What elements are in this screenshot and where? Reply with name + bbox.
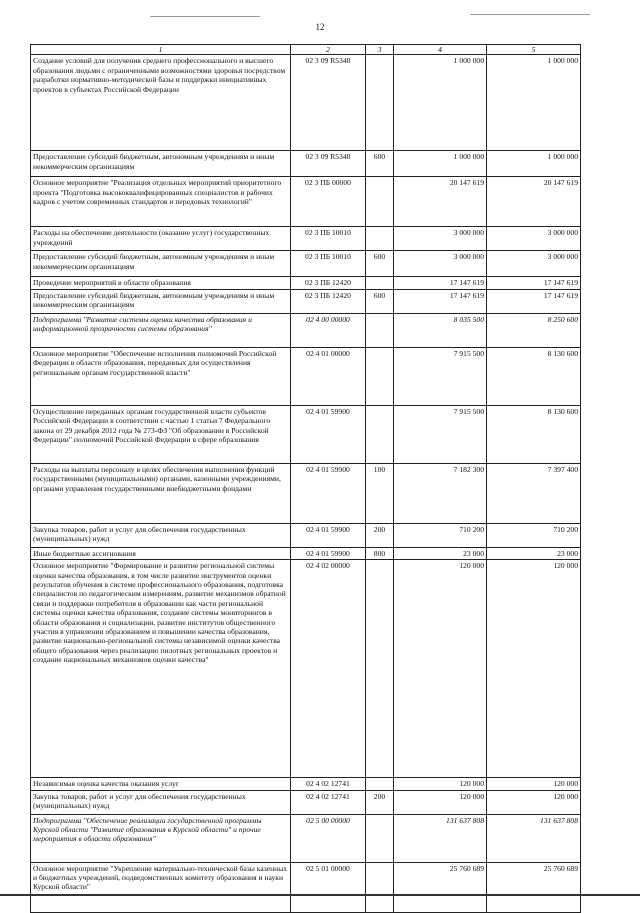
table-row	[31, 560, 581, 778]
row-amount-1: 120 000	[394, 778, 487, 790]
table-row	[31, 177, 581, 227]
row-amount-2: 131 637 808	[487, 814, 581, 862]
row-name: Подпрограмма "Развитие системы оценки качества образования и информационной прозрачности системы образования"	[31, 313, 291, 347]
row-amount-2: 25 760 689	[487, 862, 581, 912]
row-code: 02 5 01 00000	[291, 862, 366, 912]
row-amount-1: 7 915 500	[394, 405, 487, 463]
row-code: 02 3 ПБ 10010	[291, 227, 366, 251]
row-expense-type: 600	[366, 289, 394, 313]
row-amount-2: 7 397 400	[487, 463, 581, 523]
row-amount-1: 7 182 300	[394, 463, 487, 523]
row-amount-2: 8 130 600	[487, 347, 581, 405]
table-row	[31, 814, 581, 862]
row-name: Иные бюджетные ассигнования	[31, 547, 291, 559]
table-row	[31, 463, 581, 523]
row-amount-1: 7 915 500	[394, 347, 487, 405]
row-code: 02 4 02 12741	[291, 778, 366, 790]
table-row	[31, 347, 581, 405]
row-amount-2: 1 000 000	[487, 151, 581, 177]
row-amount-1: 3 000 000	[394, 227, 487, 251]
row-name: Расходы на выплаты персоналу в целях обеспечения выполнения функций государственными (муниципальными) органами, казенными учреждениями, органами управления государственными внебюджетными фондами	[31, 463, 291, 523]
row-expense-type	[366, 177, 394, 227]
row-code: 02 4 01 59900	[291, 547, 366, 559]
row-amount-1: 3 000 000	[394, 251, 487, 277]
budget-table	[30, 44, 581, 913]
row-name: Предоставление субсидий бюджетным, автономным учреждениям и иным некоммерческим организациям	[31, 289, 291, 313]
table-row	[31, 277, 581, 289]
table-row	[31, 547, 581, 559]
row-amount-2: 120 000	[487, 560, 581, 778]
row-amount-2: 17 147 619	[487, 289, 581, 313]
row-amount-1: 25 760 689	[394, 862, 487, 912]
row-expense-type	[366, 277, 394, 289]
row-amount-1: 1 000 000	[394, 151, 487, 177]
table-body	[31, 55, 581, 912]
row-code: 02 4 01 00000	[291, 347, 366, 405]
row-name: Закупка товаров, работ и услуг для обеспечения государственных (муниципальных) нужд	[31, 790, 291, 814]
row-amount-2: 23 000	[487, 547, 581, 559]
row-name: Создание условий для получения среднего профессионального и высшего образования людьми с ограниченными возможностями здоровья посредством разработки нормативно-методической базы и поддержки инициативных проектов в субъектах Российской Федерации	[31, 55, 291, 151]
row-amount-1: 120 000	[394, 790, 487, 814]
row-amount-1: 17 147 619	[394, 277, 487, 289]
table-row	[31, 151, 581, 177]
table-row	[31, 790, 581, 814]
table-row	[31, 313, 581, 347]
row-expense-type	[366, 778, 394, 790]
row-code: 02 4 01 59900	[291, 523, 366, 547]
table-row	[31, 405, 581, 463]
row-amount-2: 710 200	[487, 523, 581, 547]
row-name: Закупка товаров, работ и услуг для обеспечения государственных (муниципальных) нужд	[31, 523, 291, 547]
row-code: 02 4 02 12741	[291, 790, 366, 814]
row-name: Основное мероприятие "Обеспечение исполнения полномочий Российской Федерации в области образования, переданных для осуществления региональным органам государственной власти"	[31, 347, 291, 405]
page-number: 12	[315, 22, 325, 32]
scan-artifact-line	[150, 16, 260, 17]
row-code: 02 4 01 59900	[291, 463, 366, 523]
row-expense-type	[366, 347, 394, 405]
table-row	[31, 289, 581, 313]
column-header-amount-2: 5	[487, 45, 581, 55]
row-name: Подпрограмма "Обеспечение реализации государственной программы Курской области "Развитие образования в Курской области" и прочие мероприятия в области образования"	[31, 814, 291, 862]
row-expense-type	[366, 814, 394, 862]
row-code: 02 5 00 00000	[291, 814, 366, 862]
row-code: 02 3 ПБ 12420	[291, 289, 366, 313]
row-code: 02 3 09 R5340	[291, 151, 366, 177]
row-code: 02 4 01 59900	[291, 405, 366, 463]
row-expense-type: 600	[366, 151, 394, 177]
row-code: 02 4 00 00000	[291, 313, 366, 347]
header-row	[31, 45, 581, 55]
row-amount-2: 20 147 619	[487, 177, 581, 227]
bottom-scan-edge	[0, 894, 640, 896]
row-expense-type	[366, 55, 394, 151]
row-amount-2: 3 000 000	[487, 227, 581, 251]
row-expense-type: 200	[366, 523, 394, 547]
row-amount-1: 20 147 619	[394, 177, 487, 227]
row-name: Осуществление переданных органам государственной власти субъектов Российской Федерации в соответствии с частью 1 статьи 7 Федерального закона от 29 декабря 2012 года № 273-ФЗ "Об образовании в Российской Федерации" полномочий Российской Федерации в сфере образования	[31, 405, 291, 463]
row-amount-2: 120 000	[487, 778, 581, 790]
row-expense-type	[366, 313, 394, 347]
row-amount-1: 710 200	[394, 523, 487, 547]
row-amount-1: 131 637 808	[394, 814, 487, 862]
row-name: Расходы на обеспечение деятельности (оказание услуг) государственных учреждений	[31, 227, 291, 251]
row-name: Основное мероприятие "Формирование и развитие региональной системы оценки качества образования, в том числе развитие инструментов оценки результатов обучения в системе профессионального образования, подготовка специалистов по педагогическим измерениям, развитие механизмов обратной связи и поддержки потребителя в образовании как части региональной системы оценки качества образования, создание системы мониторингов в области образования и социализации, развитие институтов общественного участия в управлении образованием и повышении качества образования, развитие национально-региональной системы независимой оценки качества общего образования через реализацию пилотных региональных проектов и создание национальных механизмов оценки качества"	[31, 560, 291, 778]
column-header-name: 1	[31, 45, 291, 55]
table-row	[31, 523, 581, 547]
scan-artifact-line	[470, 14, 590, 15]
table-row	[31, 251, 581, 277]
row-code: 02 3 ПБ 10010	[291, 251, 366, 277]
row-amount-1: 120 000	[394, 560, 487, 778]
row-amount-2: 1 000 000	[487, 55, 581, 151]
row-amount-2: 8 250 600	[487, 313, 581, 347]
row-expense-type	[366, 227, 394, 251]
column-header-amount-1: 4	[394, 45, 487, 55]
row-amount-2: 8 130 600	[487, 405, 581, 463]
row-expense-type	[366, 560, 394, 778]
table-row	[31, 227, 581, 251]
table-row	[31, 778, 581, 790]
row-amount-1: 1 000 000	[394, 55, 487, 151]
row-name: Независимая оценка качества оказания услуг	[31, 778, 291, 790]
column-header-code: 2	[291, 45, 366, 55]
row-name: Предоставление субсидий бюджетным, автономным учреждениям и иным некоммерческим организациям	[31, 251, 291, 277]
table-row	[31, 55, 581, 151]
row-amount-1: 23 000	[394, 547, 487, 559]
row-expense-type	[366, 405, 394, 463]
column-header-type: 3	[366, 45, 394, 55]
row-code: 02 4 02 00000	[291, 560, 366, 778]
row-name: Предоставление субсидий бюджетным, автономным учреждениям и иным некоммерческим организациям	[31, 151, 291, 177]
row-amount-2: 3 000 000	[487, 251, 581, 277]
row-amount-1: 8 035 500	[394, 313, 487, 347]
row-name: Основное мероприятие "Укрепление материально-технической базы казенных и бюджетных учреждений, подведомственных комитету образования и науки Курской области"	[31, 862, 291, 912]
row-name: Основное мероприятие "Реализация отдельных мероприятий приоритетного проекта "Подготовка высококвалифицированных специалистов и рабочих кадров с учетом современных стандартов и передовых технологий"	[31, 177, 291, 227]
row-code: 02 3 ПБ 12420	[291, 277, 366, 289]
row-expense-type: 100	[366, 463, 394, 523]
row-expense-type: 200	[366, 790, 394, 814]
row-amount-1: 17 147 619	[394, 289, 487, 313]
row-name: Проведение мероприятий в области образования	[31, 277, 291, 289]
row-amount-2: 17 147 619	[487, 277, 581, 289]
row-code: 02 3 09 R5340	[291, 55, 366, 151]
row-expense-type: 600	[366, 251, 394, 277]
row-expense-type: 800	[366, 547, 394, 559]
row-code: 02 3 ПБ 00000	[291, 177, 366, 227]
row-amount-2: 120 000	[487, 790, 581, 814]
